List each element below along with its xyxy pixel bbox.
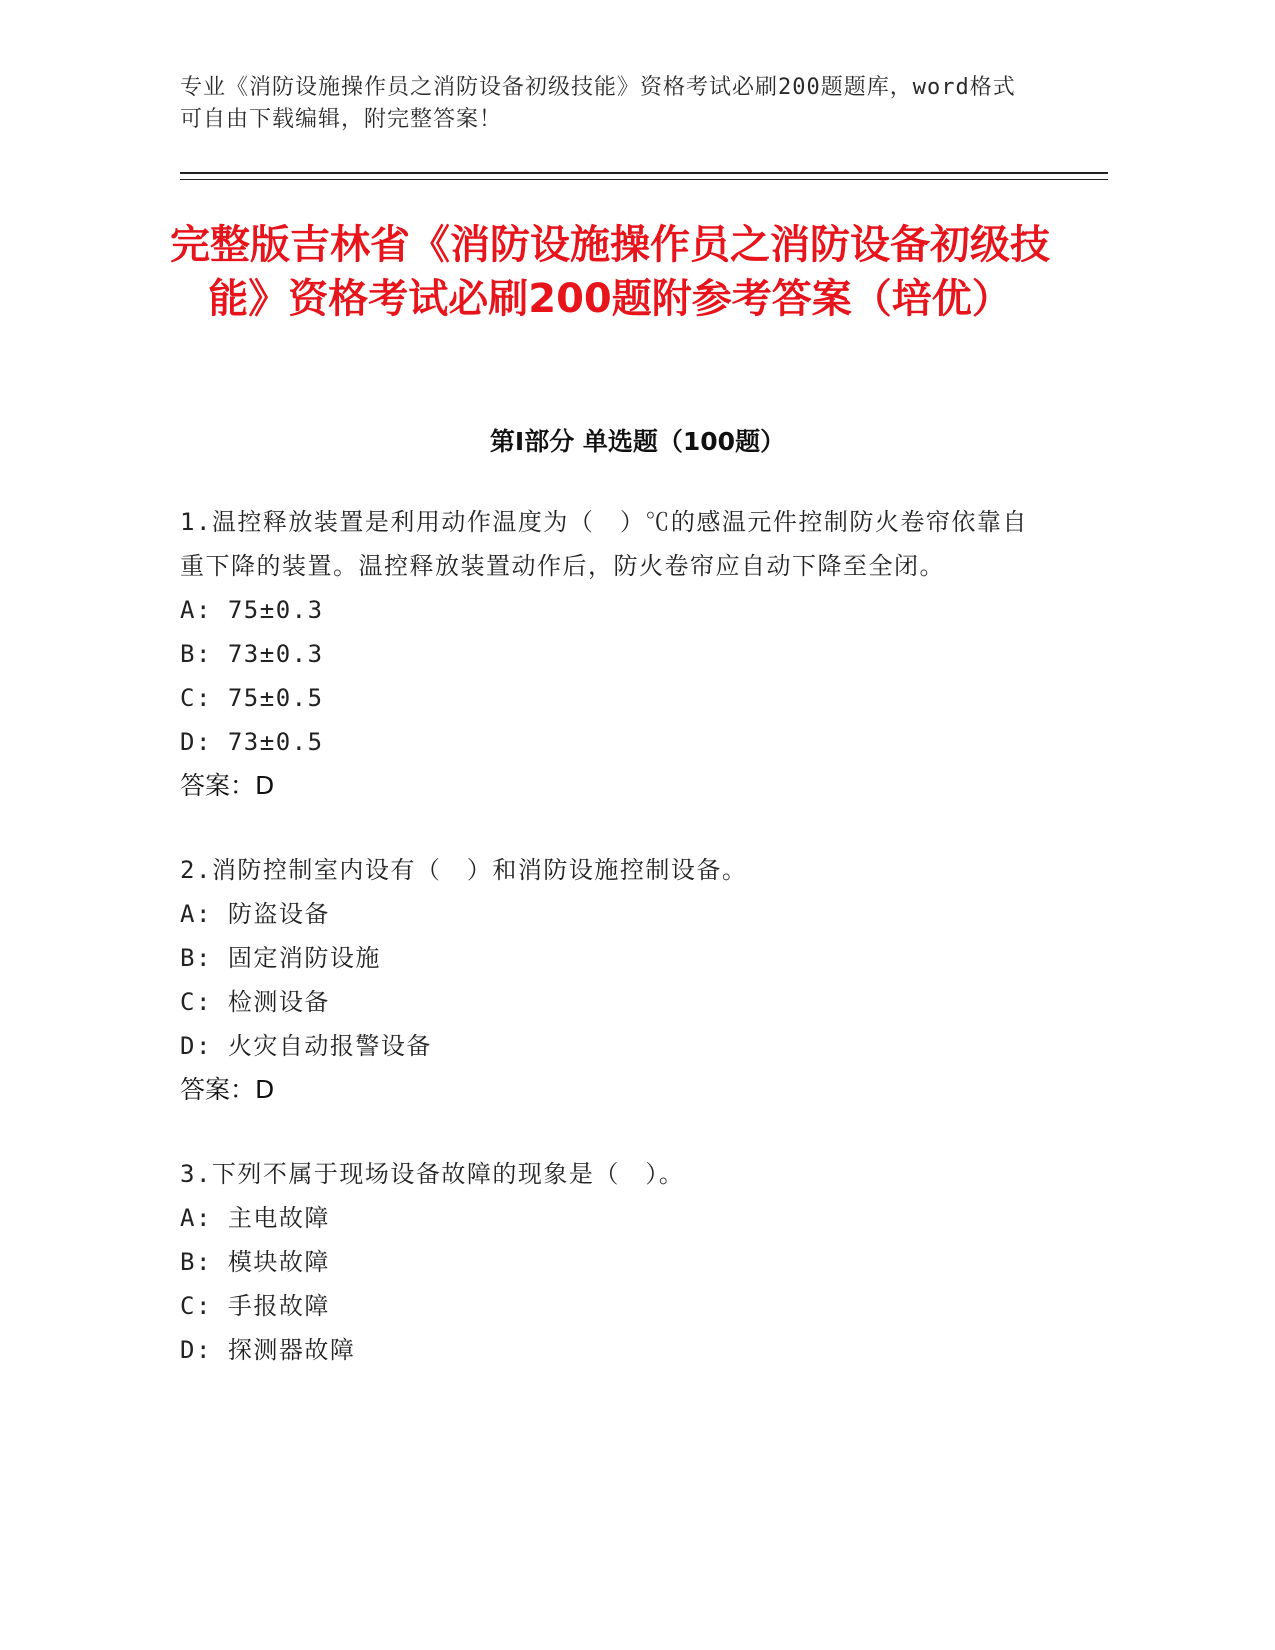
question-stem: 2.消防控制室内设有（ ）和消防设施控制设备。 xyxy=(180,856,748,884)
question-stem: 3.下列不属于现场设备故障的现象是（ ）。 xyxy=(180,1160,685,1188)
question-3 xyxy=(180,1152,1040,1372)
question-stem: 1.温控释放装置是利用动作温度为（ ）℃的感温元件控制防火卷帘依靠自重下降的装置。温控释放装置动作后，防火卷帘应自动下降至全闭。 xyxy=(180,508,1028,580)
option-a: A: 主电故障 xyxy=(180,1204,330,1232)
option-d: D: 火灾自动报警设备 xyxy=(180,1032,432,1060)
answer-line: 答案：D xyxy=(180,771,275,800)
option-c: C: 75±0.5 xyxy=(180,684,324,712)
option-c: C: 检测设备 xyxy=(180,988,330,1016)
header-note: 专业《消防设施操作员之消防设备初级技能》资格考试必刷200题题库，word格式可自由下载编辑，附完整答案！ xyxy=(180,75,1016,132)
question-1 xyxy=(180,500,1040,808)
answer-line: 答案：D xyxy=(180,1075,275,1104)
option-b: B: 模块故障 xyxy=(180,1248,330,1276)
option-c: C: 手报故障 xyxy=(180,1292,330,1320)
question-2 xyxy=(180,848,1040,1112)
document-title: 完整版吉林省《消防设施操作员之消防设备初级技能》资格考试必刷200题附参考答案（培优） xyxy=(170,222,1050,322)
option-a: A: 防盗设备 xyxy=(180,900,330,928)
header-divider-thin xyxy=(180,179,1108,180)
section-heading: 第Ⅰ部分 单选题（100题） xyxy=(489,427,786,456)
option-d: D: 73±0.5 xyxy=(180,728,324,756)
option-d: D: 探测器故障 xyxy=(180,1336,356,1364)
option-b: B: 73±0.3 xyxy=(180,640,324,668)
header-divider-thick xyxy=(180,172,1108,174)
option-b: B: 固定消防设施 xyxy=(180,944,381,972)
question-list xyxy=(180,500,1040,1412)
option-a: A: 75±0.3 xyxy=(180,596,324,624)
